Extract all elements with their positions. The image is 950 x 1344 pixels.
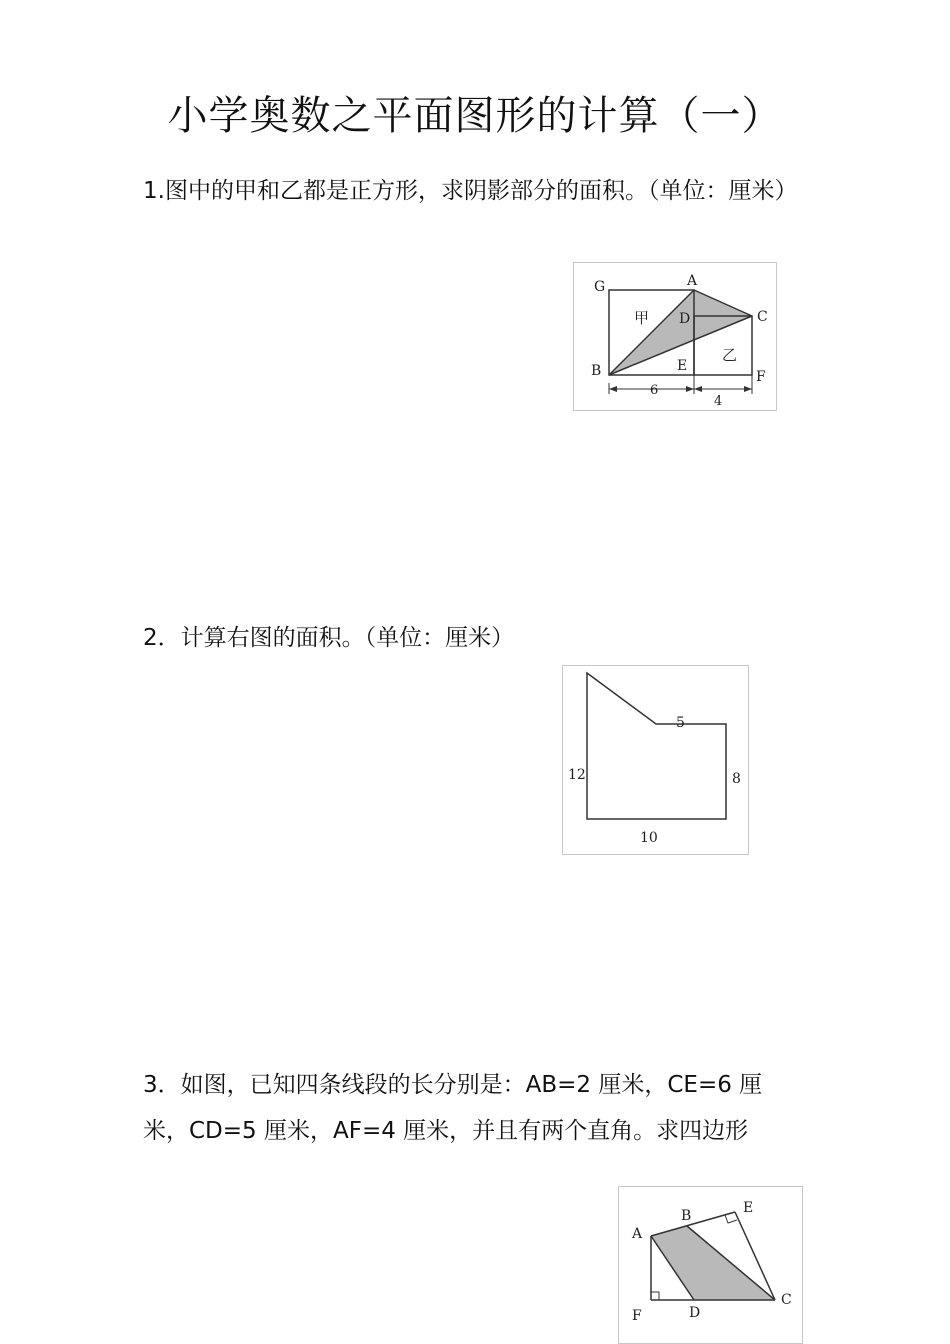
label-f: F <box>756 369 766 385</box>
question-3-text: 3．如图，已知四条线段的长分别是：AB=2 厘米，CE=6 厘米，CD=5 厘米，AF=4 厘米，并且有两个直角。求四边形 <box>143 1072 763 1144</box>
label-jia: 甲 <box>634 309 650 327</box>
label-left-12: 12 <box>568 767 586 783</box>
question-2-text: 2．计算右图的面积。（单位：厘米） <box>143 625 515 651</box>
polygon-outline <box>587 673 726 819</box>
dim-left: 6 <box>650 383 659 398</box>
page-title: 小学奥数之平面图形的计算（一） <box>167 93 783 139</box>
label-c: C <box>781 1292 792 1308</box>
label-f: F <box>632 1308 642 1324</box>
label-c: C <box>757 309 768 325</box>
label-g: G <box>594 279 606 295</box>
label-yi: 乙 <box>722 346 738 364</box>
question-1-text: 1.图中的甲和乙都是正方形，求阴影部分的面积。（单位：厘米） <box>143 178 798 204</box>
label-b: B <box>591 363 602 379</box>
label-top-5: 5 <box>676 715 685 731</box>
dim-right: 4 <box>714 394 723 409</box>
label-b: B <box>681 1208 692 1224</box>
figure-2-polygon <box>562 665 749 855</box>
label-e: E <box>743 1200 754 1216</box>
figure-1-squares <box>573 262 777 411</box>
label-a: A <box>687 273 698 289</box>
figure-3-quadrilateral <box>618 1186 803 1344</box>
label-d: D <box>679 311 691 327</box>
label-d: D <box>689 1305 701 1321</box>
label-e: E <box>677 358 688 374</box>
label-right-8: 8 <box>732 771 741 787</box>
label-bottom-10: 10 <box>640 830 658 846</box>
label-a: A <box>632 1226 643 1242</box>
